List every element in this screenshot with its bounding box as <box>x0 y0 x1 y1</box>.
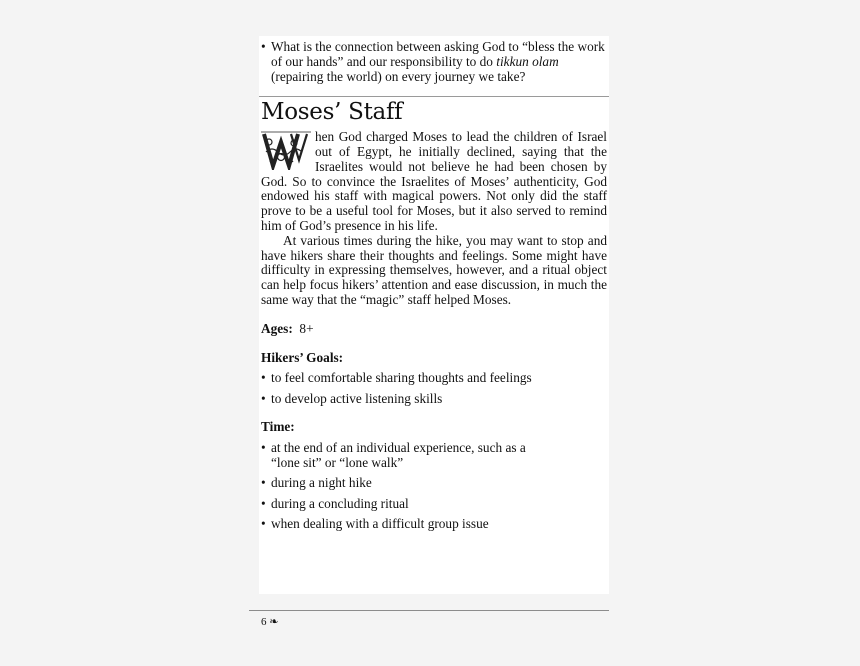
page <box>259 36 609 594</box>
fleuron-icon: ❧ <box>269 616 279 628</box>
tikkun-olam-term: tikkun olam <box>496 53 559 69</box>
list-item: • to feel comfortable sharing thoughts and feelings <box>261 371 607 386</box>
bullet-marker: • <box>261 39 266 54</box>
question-text-start: What is the connection between asking God to “bless the work of our hands” and our responsibility to do <box>271 39 605 69</box>
svg-text:W: W <box>261 130 262 132</box>
ornate-drop-cap-w <box>261 130 311 170</box>
time-heading: Time: <box>261 419 295 435</box>
list-item-text: to develop active listening skills <box>271 390 443 406</box>
body-paragraph: At various times during the hike, you may want to stop and have hikers share their thoughts and feelings. Some might have difficulty in expressing themselves, however, and a ritual object can help focus hikers’ attention and ease discussion, in much the same way that the “magic” staff helped Moses. <box>261 232 607 307</box>
page-footer <box>261 615 278 628</box>
list-item-text: during a night hike <box>271 475 372 491</box>
list-item: • during a night hike <box>261 476 607 491</box>
list-item-text: during a concluding ritual <box>271 495 409 511</box>
goals-list <box>261 371 607 406</box>
list-item-text: at the end of an individual experience, such as a “lone sit” or “lone walk” <box>271 440 526 471</box>
ages-label: Ages: <box>261 320 293 336</box>
question-bullet <box>261 40 607 84</box>
section-divider <box>259 96 609 97</box>
list-item: • to develop active listening skills <box>261 392 607 407</box>
footer-divider <box>249 610 609 611</box>
section-title: Moses’ Staff <box>261 99 403 126</box>
list-item-text: to feel comfortable sharing thoughts and feelings <box>271 370 532 386</box>
question-text-end: (repairing the world) on every journey we take? <box>271 68 526 84</box>
intro-paragraph <box>261 130 607 234</box>
ages-value: 8+ <box>299 320 314 336</box>
list-item-text: when dealing with a difficult group issue <box>271 515 489 531</box>
list-item: • during a concluding ritual <box>261 497 607 512</box>
time-list <box>261 441 607 531</box>
list-item: • at the end of an individual experience, such as a “lone sit” or “lone walk” <box>261 441 607 471</box>
intro-paragraph-text: hen God charged Moses to lead the children of Israel out of Egypt, he initially declined, saying that the Israelites would not believe he had been chosen by God. So to convince the Israelites of Moses’ authenticity, God endowed his staff with magical powers. Not only did the staff prove to be a useful tool for Moses, but it also served to remind him of God’s presence in his life. <box>261 129 607 233</box>
list-item: • when dealing with a difficult group issue <box>261 517 607 532</box>
ages-line <box>261 322 607 337</box>
goals-heading: Hikers’ Goals: <box>261 349 344 365</box>
question-text <box>271 40 607 84</box>
page-number: 6 <box>261 616 267 628</box>
page-content <box>261 40 607 537</box>
